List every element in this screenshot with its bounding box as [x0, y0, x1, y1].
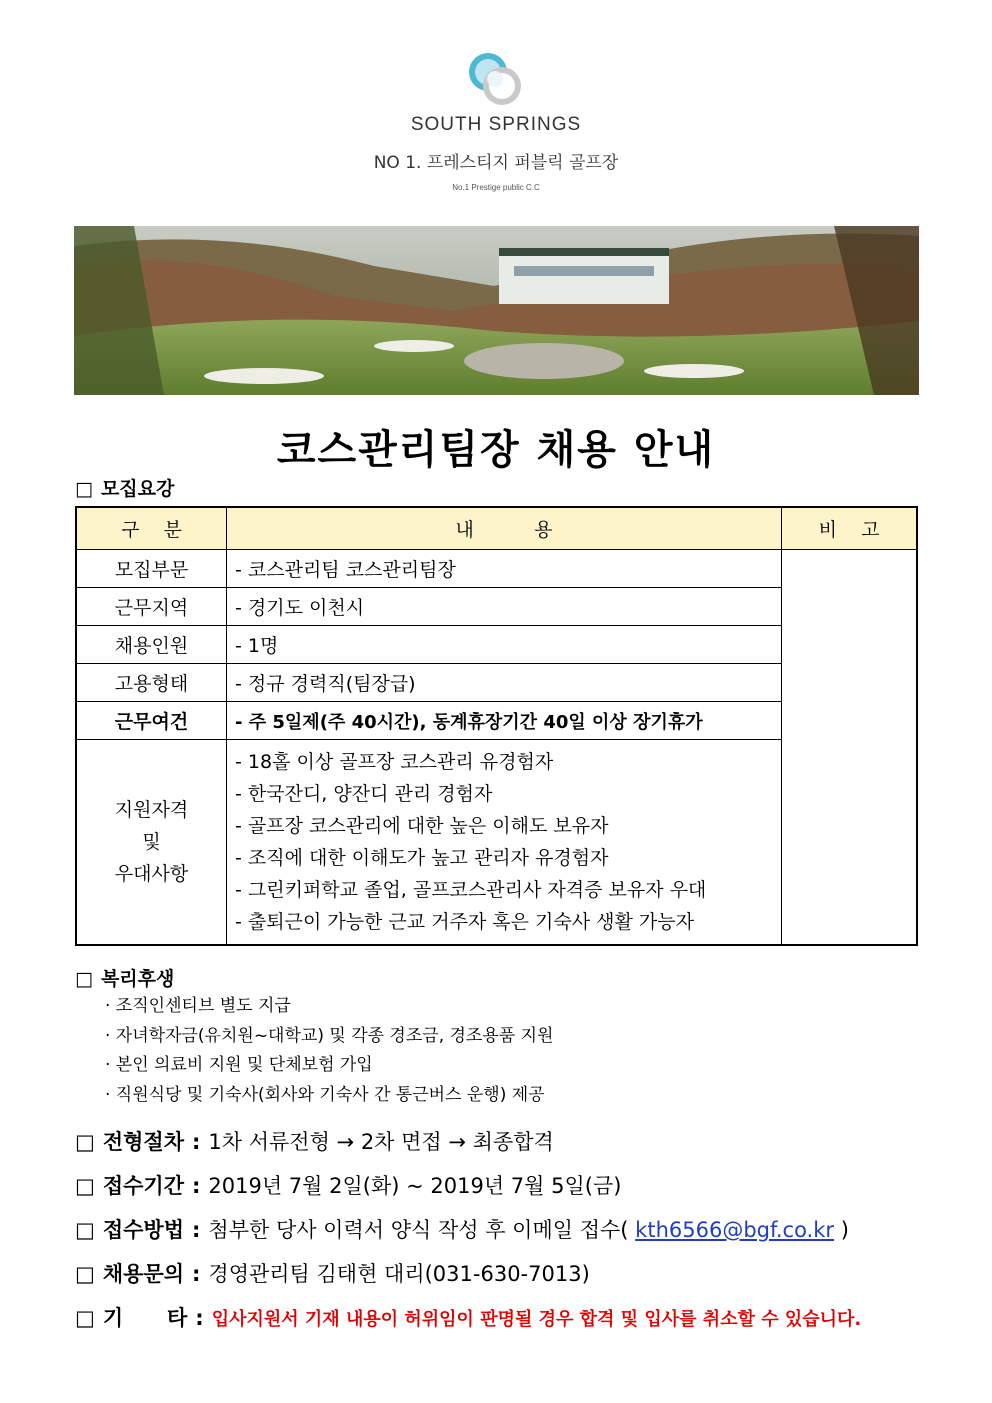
contact-line [75, 1258, 590, 1288]
process-value: 1차 서류전형 → 2차 면접 → 최종합격 [208, 1130, 554, 1154]
qualification-list [227, 740, 782, 946]
checkbox-square-icon: □ [75, 968, 93, 990]
etc-warning: 입사지원서 기재 내용이 허위임이 판명될 경우 합격 및 입사를 취소할 수 있습니다. [211, 1309, 862, 1330]
row-category: 근무여건 [76, 702, 227, 740]
checkbox-square-icon: □ [75, 1218, 95, 1242]
list-item: - 18홀 이상 골프장 코스관리 유경험자 [235, 751, 554, 773]
period-label: 접수기간 [102, 1174, 184, 1198]
process-label: 전형절차 [102, 1130, 184, 1154]
row-content: - 코스관리팀 코스관리팀장 [227, 550, 782, 588]
checkbox-square-icon: □ [75, 1174, 95, 1198]
process-line [75, 1126, 554, 1156]
checkbox-square-icon: □ [75, 1306, 95, 1330]
colon: : [192, 1130, 201, 1154]
logo-block [0, 50, 992, 192]
tagline: NO 1. 프레스티지 퍼블릭 골프장 [373, 153, 619, 173]
table-header-row [76, 507, 917, 550]
email-link[interactable]: kth6566@bgf.co.kr [635, 1218, 835, 1242]
recruit-heading-label: 모집요강 [100, 478, 175, 500]
method-value: 첨부한 당사 이력서 양식 작성 후 이메일 접수( [208, 1218, 629, 1242]
page-title: 코스관리팀장 채용 안내 [276, 427, 716, 473]
period-value: 2019년 7월 2일(화) ~ 2019년 7월 5일(금) [208, 1174, 622, 1198]
welfare-section-heading [75, 964, 174, 991]
contact-label: 채용문의 [102, 1262, 184, 1286]
list-item: - 출퇴근이 가능한 근교 거주자 혹은 기숙사 생활 가능자 [235, 911, 694, 933]
welfare-heading-label: 복리후생 [100, 968, 175, 990]
tagline-english: No.1 Prestige public C.C [452, 183, 540, 192]
welfare-list [105, 992, 553, 1110]
qual-cat-line: 및 [142, 831, 161, 853]
header-category: 구 분 [76, 507, 227, 550]
header-content: 내 용 [227, 507, 782, 550]
row-category: 모집부문 [76, 550, 227, 588]
list-item: · 조직인센티브 별도 지급 [105, 996, 291, 1016]
requirements-table [75, 506, 918, 946]
row-content: - 1명 [227, 626, 782, 664]
checkbox-square-icon: □ [75, 1130, 95, 1154]
colon: : [195, 1306, 204, 1330]
list-item: - 그린키퍼학교 졸업, 골프코스관리사 자격증 보유자 우대 [235, 879, 707, 901]
note-cell [782, 550, 918, 946]
list-item: · 직원식당 및 기숙사(회사와 기숙사 간 통근버스 운행) 제공 [105, 1084, 545, 1105]
row-category: 고용형태 [76, 664, 227, 702]
recruit-section-heading [75, 474, 174, 501]
contact-value: 경영관리팀 김태현 대리(031-630-7013) [208, 1262, 590, 1286]
row-content: - 정규 경력직(팀장급) [227, 664, 782, 702]
row-content: - 주 5일제(주 40시간), 동계휴장기간 40일 이상 장기휴가 [227, 702, 782, 740]
list-item: · 본인 의료비 지원 및 단체보험 가입 [105, 1055, 373, 1075]
checkbox-square-icon: □ [75, 1262, 95, 1286]
method-close: ) [840, 1218, 849, 1242]
method-label: 접수방법 [102, 1218, 184, 1242]
colon: : [192, 1174, 201, 1198]
etc-line [75, 1302, 861, 1332]
etc-label: 기 타 [102, 1306, 188, 1330]
brand-name: SOUTH SPRINGS [410, 114, 582, 135]
golf-course-banner [74, 226, 919, 395]
golf-course-image-icon [74, 226, 919, 395]
list-item: - 한국잔디, 양잔디 관리 경험자 [235, 783, 493, 805]
colon: : [192, 1262, 201, 1286]
qual-cat-line: 우대사항 [114, 863, 189, 885]
method-line [75, 1214, 849, 1244]
row-category: 근무지역 [76, 588, 227, 626]
header-note: 비 고 [782, 507, 918, 550]
period-line [75, 1170, 621, 1200]
list-item: - 조직에 대한 이해도가 높고 관리자 유경험자 [235, 847, 609, 869]
row-category: 채용인원 [76, 626, 227, 664]
checkbox-square-icon: □ [75, 478, 93, 500]
qual-cat-line: 지원자격 [114, 799, 189, 821]
row-content: - 경기도 이천시 [227, 588, 782, 626]
table-row [76, 550, 917, 588]
colon: : [192, 1218, 201, 1242]
list-item: - 골프장 코스관리에 대한 높은 이해도 보유자 [235, 815, 609, 837]
south-springs-logo-icon [466, 50, 526, 110]
qualification-category [76, 740, 227, 946]
list-item: · 자녀학자금(유치원~대학교) 및 각종 경조금, 경조용품 지원 [105, 1025, 554, 1046]
